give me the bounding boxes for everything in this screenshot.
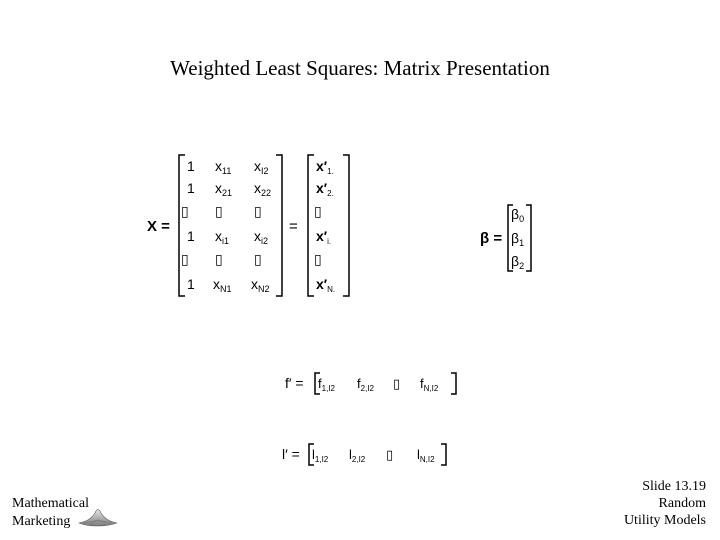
footer-left-line-2: Marketing xyxy=(12,514,71,529)
middle-equals: = xyxy=(289,218,298,235)
beta-entries xyxy=(511,206,524,271)
l-entry-1: $l_{1,I2}$ xyxy=(312,447,329,464)
x-row-4-col-1: 1 xyxy=(187,228,195,244)
beta-lhs: β = xyxy=(480,230,503,247)
x-row-4-col-3: $x_{i2}$ xyxy=(254,228,269,246)
x-matrix-brackets xyxy=(179,155,282,296)
f-entry-2: $f_{2,I2}$ xyxy=(357,376,374,393)
l-row-entries xyxy=(312,447,435,464)
beta-1: $\beta_1$ xyxy=(511,230,525,248)
l-row-lhs: l′ = xyxy=(282,446,300,462)
beta-0: $\beta_0$ xyxy=(511,206,525,224)
row-vector-6: $x'_{N.}$ xyxy=(316,276,336,294)
footer-left-line-1: Mathematical xyxy=(12,496,89,511)
x-row-2-col-3: $x_{22}$ xyxy=(254,180,272,198)
x-row-2-col-2: $x_{21}$ xyxy=(215,180,233,198)
x-matrix-entries xyxy=(181,158,271,294)
x-row-5-col-3: ▯ xyxy=(254,251,262,267)
x-row-6-col-3: $x_{N2}$ xyxy=(251,276,270,294)
f-entry-1: $f_{1,I2}$ xyxy=(318,376,335,393)
row-vector-entries xyxy=(314,158,335,294)
l-entry-2: $l_{2,I2}$ xyxy=(349,447,366,464)
beta-2: $\beta_2$ xyxy=(511,253,525,271)
x-row-1-col-3: $x_{I2}$ xyxy=(254,158,269,176)
x-matrix-lhs: X = xyxy=(147,218,170,235)
x-row-6-col-2: $x_{N1}$ xyxy=(213,276,232,294)
x-row-1-col-1: 1 xyxy=(187,158,195,174)
slide-title: Weighted Least Squares: Matrix Presentation xyxy=(170,56,550,80)
f-row-lhs: f′ = xyxy=(285,375,304,391)
x-row-5-col-2: ▯ xyxy=(215,251,223,267)
x-row-6-col-1: 1 xyxy=(187,276,195,292)
surface-logo-icon xyxy=(78,503,118,527)
x-row-3-col-2: ▯ xyxy=(215,203,223,219)
f-entry-4: $f_{N,I2}$ xyxy=(420,376,439,393)
x-row-4-col-2: $x_{i1}$ xyxy=(215,228,230,246)
row-vector-4: $x'_{i.}$ xyxy=(316,228,332,246)
row-vector-2: $x'_{2.}$ xyxy=(316,180,334,198)
footer-right-line-3: Utility Models xyxy=(623,513,706,528)
f-entry-3: ▯ xyxy=(393,376,401,391)
x-row-1-col-2: $x_{11}$ xyxy=(215,158,232,176)
x-row-5-col-1: ▯ xyxy=(181,251,189,267)
row-vector-3: ▯ xyxy=(314,203,322,219)
row-vector-1: $x'_{1.}$ xyxy=(316,158,334,176)
x-row-3-col-1: ▯ xyxy=(181,203,189,219)
x-row-2-col-1: 1 xyxy=(187,180,195,196)
l-entry-3: ▯ xyxy=(386,447,394,462)
row-vector-brackets xyxy=(308,155,349,296)
f-row-entries xyxy=(318,376,439,393)
row-vector-5: ▯ xyxy=(314,251,322,267)
footer-right xyxy=(624,478,706,529)
l-entry-4: $l_{N,I2}$ xyxy=(417,447,435,464)
x-row-3-col-3: ▯ xyxy=(254,203,262,219)
footer-right-line-2: Random xyxy=(658,496,706,511)
slide-number: Slide 13.19 xyxy=(642,479,706,494)
